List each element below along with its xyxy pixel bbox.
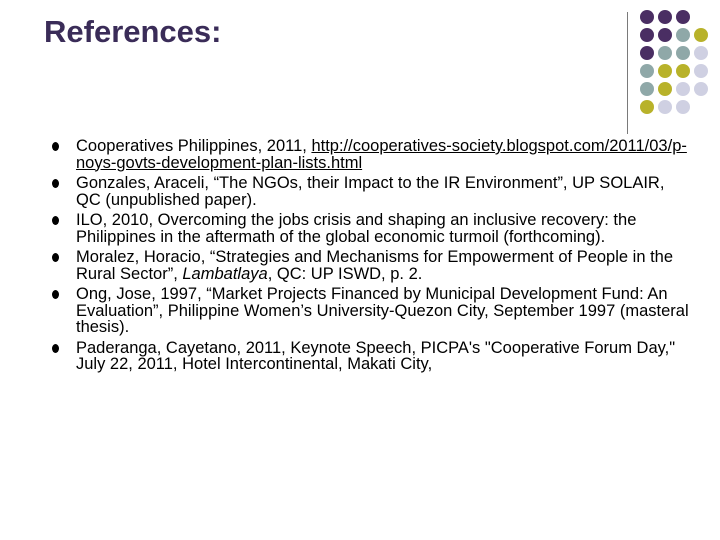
dot	[694, 28, 708, 42]
reference-text: Paderanga, Cayetano, 2011, Keynote Speech, PICPA's "Cooperative Forum Day," July 22, 2011, Hotel Intercontinental, Makati City,	[76, 338, 676, 373]
bullet-icon	[52, 142, 59, 151]
reference-link[interactable]: http://cooperatives-society.blogspot.com/2011/03/p-noys-govts-development-plan-lists.html	[76, 137, 687, 172]
divider-line	[627, 12, 628, 134]
dot	[694, 64, 708, 78]
dot	[640, 64, 654, 78]
reference-item	[52, 175, 692, 208]
reference-item	[52, 286, 692, 336]
reference-text: Gonzales, Araceli, “The NGOs, their Impact to the IR Environment”, UP SOLAIR, QC (unpublished paper).	[76, 174, 665, 209]
reference-text: ILO, 2010, Overcoming the jobs crisis and shaping an inclusive recovery: the Philippines in the aftermath of the global economic turmoil (forthcoming).	[76, 211, 637, 246]
reference-list	[52, 138, 692, 377]
dot	[676, 82, 690, 96]
dot	[676, 10, 690, 24]
dot	[640, 100, 654, 114]
dot	[658, 28, 672, 42]
reference-item	[52, 138, 692, 171]
dot	[694, 46, 708, 60]
dot	[658, 82, 672, 96]
dot	[640, 46, 654, 60]
dot	[658, 10, 672, 24]
reference-item	[52, 340, 692, 373]
dot	[676, 46, 690, 60]
reference-text: Moralez, Horacio, “Strategies and Mechanisms for Empowerment of People in the Rural Sector”,	[76, 248, 674, 283]
dot	[676, 28, 690, 42]
reference-text: Ong, Jose, 1997, “Market Projects Financed by Municipal Development Fund: An Evaluation”, Philippine Women’s University-Quezon City, September 1997 (masteral thesis).	[76, 285, 689, 336]
bullet-icon	[52, 253, 59, 262]
dot	[640, 28, 654, 42]
decorative-dot-grid	[636, 10, 716, 120]
dot	[658, 46, 672, 60]
dot	[676, 100, 690, 114]
bullet-icon	[52, 344, 59, 353]
dot	[694, 82, 708, 96]
dot	[640, 10, 654, 24]
reference-italic-title: Lambatlaya	[182, 264, 268, 283]
bullet-icon	[52, 290, 59, 299]
dot	[640, 82, 654, 96]
reference-text-tail: , QC: UP ISWD, p. 2.	[267, 264, 423, 283]
dot	[676, 64, 690, 78]
slide-title: References:	[44, 14, 222, 49]
bullet-icon	[52, 216, 59, 225]
bullet-icon	[52, 179, 59, 188]
dot	[658, 64, 672, 78]
reference-item	[52, 212, 692, 245]
dot	[658, 100, 672, 114]
reference-text: Cooperatives Philippines, 2011,	[76, 137, 312, 155]
reference-item	[52, 249, 692, 282]
